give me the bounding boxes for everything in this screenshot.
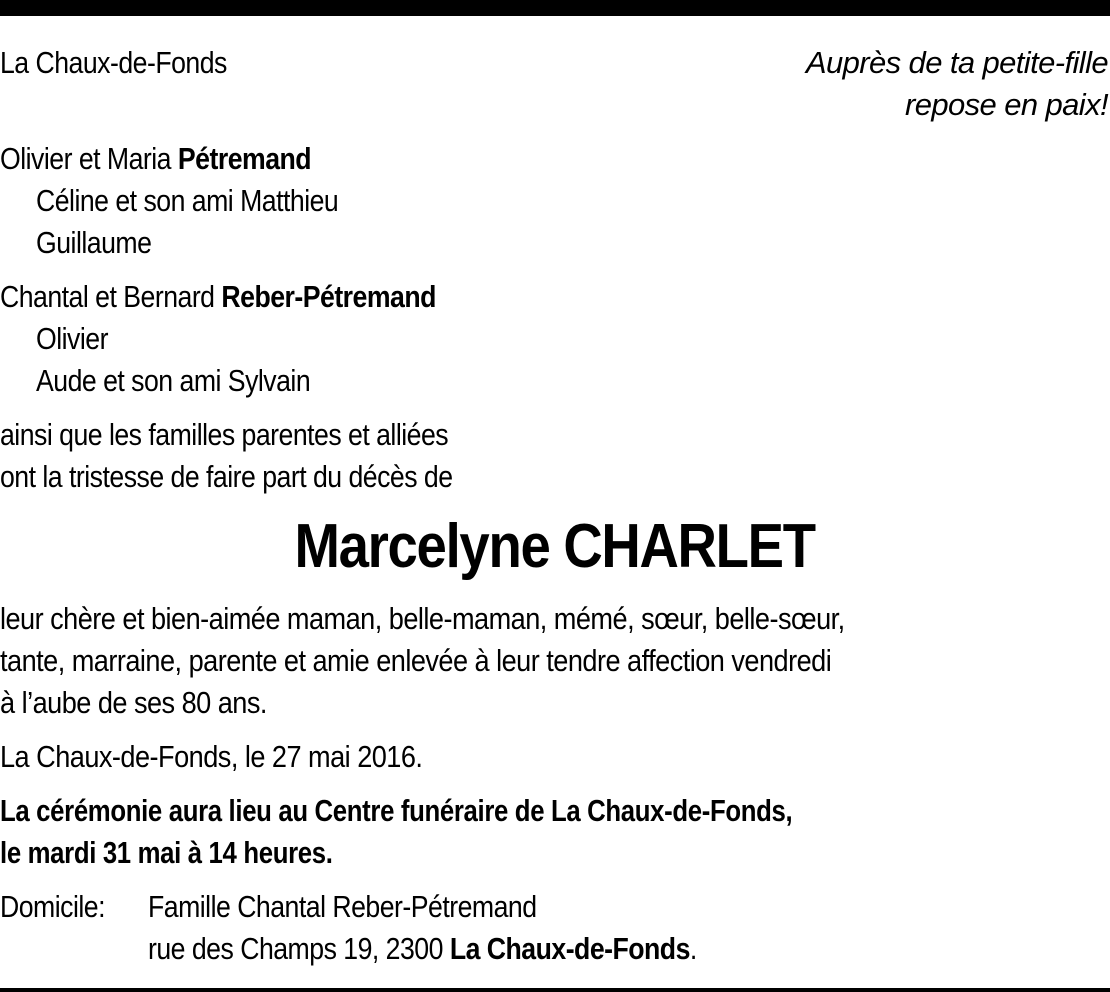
family-surname-2: Reber-Pétremand [221, 279, 436, 314]
place-header: La Chaux-de-Fonds [0, 45, 227, 80]
deceased-name: Marcelyne CHARLET [294, 512, 816, 581]
domicile-line-1: Famille Chantal Reber-Pétremand [148, 889, 537, 924]
description-line-2: tante, marraine, parente et amie enlevée à leur tendre affection vendredi [0, 643, 832, 678]
bottom-border [0, 988, 1110, 992]
top-border [0, 0, 1110, 16]
ceremony-line-1: La cérémonie aura lieu au Centre funéraire de La Chaux-de-Fonds, [0, 793, 793, 828]
family-group-1-parents: Olivier et Maria Pétremand [0, 141, 312, 176]
family-surname-1: Pétremand [177, 141, 312, 176]
ceremony-line-2: le mardi 31 mai à 14 heures. [0, 835, 333, 870]
description-line-3: à l’aube de ses 80 ans. [0, 685, 267, 720]
verse-line-1: Auprès de ta petite-fille [805, 45, 1108, 80]
description-line-1: leur chère et bien-aimée maman, belle-maman, mémé, sœur, belle-sœur, [0, 601, 845, 636]
verse-line-2: repose en paix! [905, 87, 1108, 122]
family-group-2-parents: Chantal et Bernard Reber-Pétremand [0, 279, 436, 314]
family-group-1-child: Céline et son ami Matthieu [36, 183, 339, 218]
relatives-line-2: ont la tristesse de faire part du décès de [0, 459, 453, 494]
family-group-2-child: Aude et son ami Sylvain [36, 363, 311, 398]
date-line: La Chaux-de-Fonds, le 27 mai 2016. [0, 739, 423, 774]
domicile-label: Domicile: [0, 889, 105, 924]
family-group-2-child: Olivier [36, 321, 108, 356]
domicile-line-2: rue des Champs 19, 2300 La Chaux-de-Fonds. [148, 931, 697, 966]
domicile-city: La Chaux-de-Fonds [449, 931, 690, 966]
relatives-line-1: ainsi que les familles parentes et alliées [0, 417, 449, 452]
family-group-1-child: Guillaume [36, 225, 152, 260]
